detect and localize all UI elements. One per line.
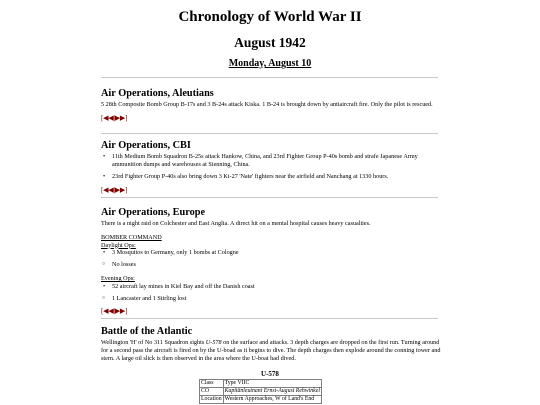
- list-item: • 23rd Fighter Group P-40s also bring down 3 Ki-27 'Nate' fighters near the airfield and Nanchang at 1330 hours.: [101, 173, 446, 181]
- table-cell-label: Class: [200, 380, 224, 388]
- section-heading: Air Operations, Europe: [101, 207, 206, 218]
- section-text: [101, 339, 446, 362]
- table-row: [200, 396, 322, 404]
- prev-link[interactable]: [◀◀: [101, 307, 114, 316]
- section-heading: Battle of the Atlantic: [101, 326, 193, 337]
- table-cell-value: Western Approaches, W of Land's End: [223, 396, 321, 404]
- next-link[interactable]: ▶▶]: [114, 186, 128, 195]
- list-item: • 52 aircraft lay mines in Kiel Bay and off the Danish coast: [101, 283, 446, 291]
- table-cell-label: CO: [200, 388, 224, 396]
- nav-separator: |: [113, 307, 115, 316]
- list-item: • 11th Medium Bomb Squadron B-25s attack Hankow, China, and 23rd Fighter Group P-40s bomb and strafe Japanese Army ammunition dumps and warehouses at Sienning, China.: [101, 153, 446, 169]
- uboat-table-title: U-578: [261, 370, 279, 378]
- section-cbi: [101, 140, 446, 195]
- list-item: • 3 Mosquitos to Germany, only 1 bombs at Cologne: [101, 249, 446, 257]
- month-heading: August 1942: [234, 35, 306, 50]
- section-text: 5 28th Composite Bomb Group B-17s and 3 B-24s attack Kiska. 1 B-24 is brought down by antiaircraft fire. Only the pilot is rescued.: [101, 101, 433, 108]
- section-nav: [101, 187, 446, 195]
- section-atlantic: [101, 326, 446, 362]
- table-row: [200, 388, 322, 396]
- section-europe: [101, 207, 446, 316]
- next-link[interactable]: ▶▶]: [114, 307, 128, 316]
- uboat-name: U-578: [205, 339, 222, 346]
- nav-separator: |: [113, 113, 115, 122]
- evening-ops-label: Evening Ops:: [101, 274, 135, 282]
- evening-list: [101, 283, 446, 303]
- bomber-command-label: BOMBER COMMAND: [101, 233, 162, 241]
- divider: [101, 318, 438, 319]
- uboat-table: [199, 379, 322, 404]
- cbi-list: [101, 153, 446, 180]
- section-heading: Air Operations, Aleutians: [101, 88, 214, 99]
- prev-link[interactable]: [◀◀: [101, 113, 114, 122]
- divider: [101, 77, 438, 78]
- list-item: ○ 1 Lancaster and 1 Stirling lost: [101, 295, 446, 303]
- text-run: Wellington 'H' of No 311 Squadron sights: [101, 339, 206, 346]
- text-run: on the surface and attacks. 3 depth charges are dropped on the first run. Turning around for a second pass the aircraft is fired on by the U-boad as it begins to dive. The depth charges then explode around the conning tower and stern. A large oil slick is then observed in the area where the U-boat had dived.: [101, 339, 441, 362]
- prev-link[interactable]: [◀◀: [101, 186, 114, 195]
- daylight-list: [101, 249, 446, 269]
- table-cell-label: Location: [201, 396, 222, 402]
- nav-separator: |: [113, 186, 115, 195]
- table-row: [200, 380, 322, 388]
- divider: [101, 197, 438, 198]
- section-heading: Air Operations, CBI: [101, 140, 191, 151]
- table-cell-value: [223, 388, 321, 396]
- co-name: Kapitänleutnant Ernst-August Rehwinkel: [224, 388, 320, 394]
- page-title: Chronology of World War II: [178, 9, 362, 25]
- bomber-command-block: [101, 234, 446, 303]
- section-nav: [101, 308, 446, 316]
- divider: [101, 133, 438, 134]
- next-link[interactable]: ▶▶]: [114, 113, 128, 122]
- list-item: ○ No losses: [101, 261, 446, 269]
- daylight-ops-label: Daylight Ops:: [101, 241, 136, 249]
- section-aleutians: [101, 88, 446, 123]
- section-text: There is a night raid on Colchester and East Anglia. A direct hit on a mental hospital causes heavy casualties.: [101, 220, 371, 227]
- section-nav: [101, 115, 446, 123]
- table-cell-value: Type VIIC: [223, 380, 321, 388]
- day-heading: Monday, August 10: [228, 58, 312, 69]
